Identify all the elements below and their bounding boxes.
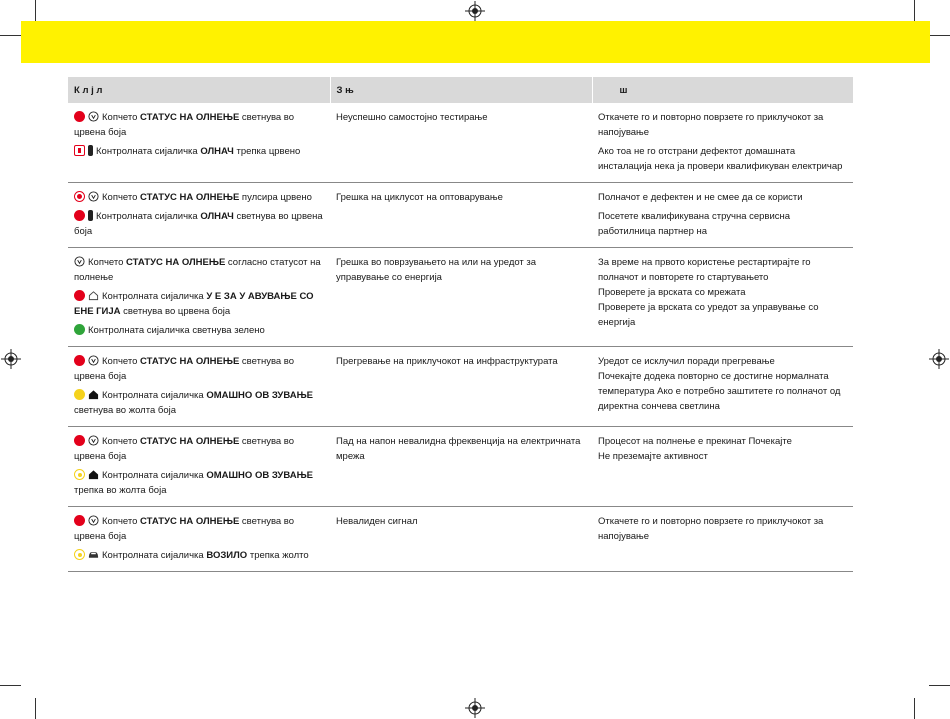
crop-mark [35,698,36,719]
indicator-line: Копчето СТАТУС НА ОЛНЕЊЕ светнува во црвена боја [74,356,295,382]
solution-text: Почекајте додека повторно се достигне нормалната температура Ако е потребно заштитете го полначот од директна сончева светлина [598,371,841,412]
indicator-line: Копчето СТАТУС НА ОЛНЕЊЕ светнува во црвена боја [74,516,295,542]
table-row [68,183,853,248]
charger-icon [74,145,85,156]
crop-mark [914,698,915,719]
home-icon [88,290,99,301]
table-header-row [68,77,853,103]
indicator-cell [68,427,330,507]
header-cause: З њ [330,77,592,103]
crop-mark [0,35,21,36]
cause-cell: Пад на напон невалидна фреквенција на електричната мрежа [330,427,592,507]
solution-text: Проверете ја врската со мрежата [598,287,746,298]
solution-text: Откачете го и повторно поврзете го приклучокот за напојување [598,112,824,138]
table-row [68,347,853,427]
red-light-icon [74,290,85,301]
registration-mark-icon [465,698,485,718]
solution-cell [592,248,853,347]
indicator-cell [68,183,330,248]
solution-text: Процесот на полнење е прекинат Почекајте [598,436,792,447]
solution-text: Полначот е дефектен и не смее да се користи [598,192,803,203]
blinking-yellow-light-icon [74,549,85,560]
solution-cell [592,183,853,248]
indicator-line: Контролната сијаличка ОМАШНО ОВ ЗУВАЊЕ светнува во жолта боја [74,390,314,416]
solution-text: Посетете квалификувана стручна сервисна работилница партнер на [598,211,791,237]
status-button-icon [88,515,99,526]
yellow-light-icon [74,389,85,400]
car-icon [88,549,99,560]
indicator-cell [68,103,330,183]
registration-mark-icon [1,349,21,369]
indicator-cell [68,507,330,572]
indicator-line: Контролната сијаличка ОЛНАЧ трепка црвено [74,144,324,159]
table-row [68,507,853,572]
indicator-line: Копчето СТАТУС НА ОЛНЕЊЕ светнува во црвена боја [74,112,295,138]
solution-cell [592,427,853,507]
status-button-icon [88,355,99,366]
charger-lamp-icon [88,145,93,156]
indicator-line: Копчето СТАТУС НА ОЛНЕЊЕ согласно статусот на полнење [74,257,321,283]
cause-cell: Неуспешно самостојно тестирање [330,103,592,183]
pulsing-red-light-icon [74,191,85,202]
header-indicator: К л ј л [68,77,330,103]
solution-cell [592,347,853,427]
table-row [68,103,853,183]
indicator-line: Контролната сијаличка У Е ЗА У АВУВАЊЕ СО ЕНЕ ГИЈА светнува во црвена боја [74,291,314,317]
crop-mark [35,0,36,21]
solution-text: Откачете го и повторно поврзете го приклучокот за напојување [598,516,824,542]
registration-mark-icon [465,1,485,21]
indicator-cell [68,347,330,427]
home-filled-icon [88,389,99,400]
green-light-icon [74,324,85,335]
red-light-icon [74,515,85,526]
solution-text: Проверете ја врската со уредот за управување со енергија [598,302,819,328]
table-row [68,248,853,347]
red-light-icon [74,355,85,366]
header-solution: ш [592,77,853,103]
cause-cell: Прегревање на приклучокот на инфраструктурата [330,347,592,427]
crop-mark [929,35,950,36]
cause-cell: Грешка на циклусот на оптоварување [330,183,592,248]
indicator-line: Контролната сијаличка ОЛНАЧ светнува во црвена боја [74,211,323,237]
cause-cell: Невалиден сигнал [330,507,592,572]
status-button-icon [88,191,99,202]
charger-lamp-icon [88,210,93,221]
indicator-line: Контролната сијаличка ОМАШНО ОВ ЗУВАЊЕ трепка во жолта боја [74,470,314,496]
crop-mark [0,685,21,686]
indicator-line: Контролната сијаличка светнува зелено [74,323,324,338]
solution-text: Ако тоа не го отстрани дефектот домашната инсталација нека ја провери квалификуван електричар [598,146,843,172]
red-light-icon [74,210,85,221]
registration-mark-icon [929,349,949,369]
indicator-line: Копчето СТАТУС НА ОЛНЕЊЕ пулсира црвено [74,190,324,205]
solution-cell [592,103,853,183]
yellow-header-band [21,21,930,63]
troubleshooting-table [68,77,853,572]
solution-text: Уредот се исклучил поради прегревање [598,356,775,367]
crop-mark [914,0,915,21]
indicator-line: Копчето СТАТУС НА ОЛНЕЊЕ светнува во црвена боја [74,436,295,462]
indicator-line: Контролната сијаличка ВОЗИЛО трепка жолто [74,548,324,563]
home-filled-icon [88,469,99,480]
red-light-icon [74,435,85,446]
crop-mark [929,685,950,686]
solution-cell [592,507,853,572]
solution-text: За време на првото користење рестартирајте го полначот и повторете го стартувањето [598,257,811,283]
status-button-icon [74,256,85,267]
status-button-icon [88,435,99,446]
blinking-yellow-light-icon [74,469,85,480]
indicator-cell [68,248,330,347]
table-row [68,427,853,507]
cause-cell: Грешка во поврзувањето на или на уредот за управување со енергија [330,248,592,347]
status-button-icon [88,111,99,122]
red-light-icon [74,111,85,122]
solution-text: Не преземајте активност [598,451,708,462]
